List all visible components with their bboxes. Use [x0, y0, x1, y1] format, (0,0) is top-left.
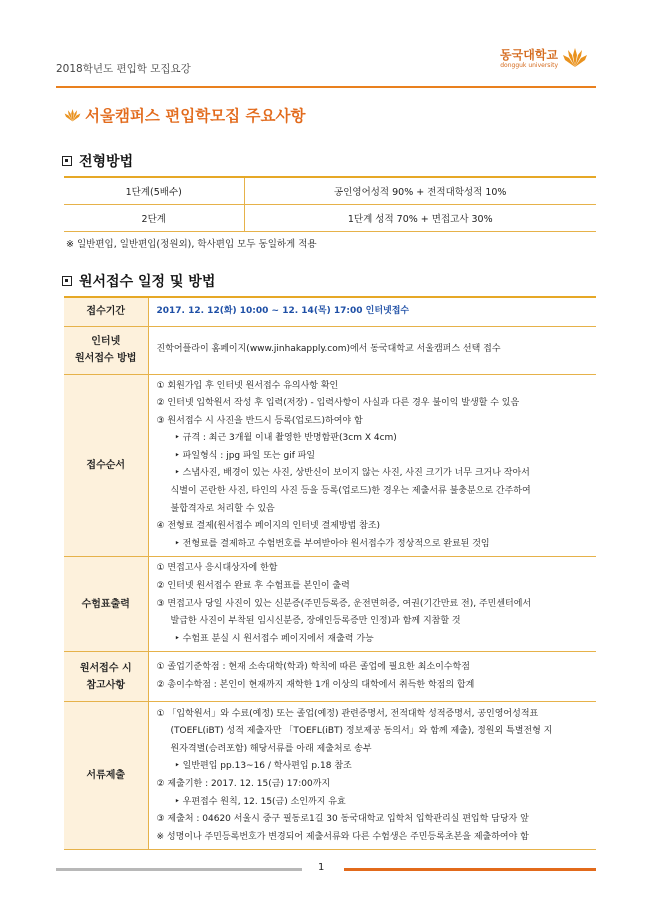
table-row: [64, 326, 596, 374]
detail-cell: 공인영어성적 90% + 전적대학성적 10%: [244, 177, 596, 204]
detail-cell: 1단계 성적 70% + 면접고사 30%: [244, 204, 596, 231]
table-row: [64, 702, 596, 850]
square-bullet-icon: [62, 156, 72, 166]
logo-english: dongguk university: [500, 61, 558, 69]
period-label: 접수기간: [64, 297, 148, 326]
main-title-text: 서울캠퍼스 편입학모집 주요사항: [85, 107, 306, 125]
period-value: 2017. 12. 12(화) 10:00 ~ 12. 14(목) 17:00 인터넷접수: [148, 297, 596, 326]
page-header: [56, 47, 596, 83]
ref-value: ① 졸업기준학점 : 현재 소속대학(학과) 학칙에 따른 졸업에 필요한 최소이수학점 ② 총이수학점 : 본인이 현재까지 재학한 1개 이상의 대학에서 취득한 학점의 합계: [148, 652, 596, 702]
section-heading-application: 원서접수 일정 및 방법: [62, 271, 215, 291]
stage-cell: 2단계: [64, 204, 244, 231]
doc-title: 2018학년도 편입학 모집요강: [56, 63, 191, 75]
docs-value: ① 「입학원서」와 수료(예정) 또는 졸업(예정) 관련증명서, 전적대학 성적증명서, 공인영어성적표 (TOEFL(iBT) 성적 제출자만 「TOEFL(iBT) 정보제공 동의서」와 함께 제출), 정원외 특별전형 지 원자격별(승려포함) 해당서류를 아래 제출처로 송부 ‣ 일반편입 pp.13~16 / 학사편입 p.18 참조 ② 제출기한 : 2017. 12. 15(금) 17:00까지 ‣ 우편접수 원칙, 12. 15(금) 소인까지 유효 ③ 제출처 : 04620 서울시 중구 필동로1길 30 동국대학교 입학처 입학관리실 편입학 담당자 앞 ※ 성명이나 주민등록번호가 변경되어 제출서류와 다른 수험생은 주민등록초본을 제출하여야 함: [148, 702, 596, 850]
square-bullet-icon: [62, 276, 72, 286]
table-row: [64, 652, 596, 702]
docs-label: 서류제출: [64, 702, 148, 850]
header-rule: [56, 86, 596, 88]
lotus-icon: [64, 108, 81, 123]
page-number: 1: [318, 862, 325, 873]
selection-method-table: [64, 176, 596, 232]
selection-note: ※ 일반편입, 일반편입(정원외), 학사편입 모두 동일하게 적용: [66, 239, 317, 250]
ref-label: 원서접수 시 참고사항: [64, 652, 148, 702]
order-label: 접수순서: [64, 374, 148, 557]
table-row: [64, 374, 596, 557]
lotus-logo-icon: [562, 47, 588, 69]
table-row: [64, 204, 596, 231]
footer-rule-right: [344, 868, 596, 871]
table-row: [64, 557, 596, 652]
section-heading-selection: 전형방법: [62, 151, 133, 171]
table-row: [64, 297, 596, 326]
main-title: [64, 104, 305, 126]
method-value: 진학어플라이 홈페이지(www.jinhakapply.com)에서 동국대학교 서울캠퍼스 선택 접수: [148, 326, 596, 374]
university-logo: [500, 47, 588, 69]
table-row: [64, 177, 596, 204]
stage-cell: 1단계(5배수): [64, 177, 244, 204]
ticket-label: 수험표출력: [64, 557, 148, 652]
logo-korean: 동국대학교: [500, 47, 558, 62]
order-value: ① 회원가입 후 인터넷 원서접수 유의사항 확인 ② 인터넷 입학원서 작성 후 입력(저장) - 입력사항이 사실과 다른 경우 불이익 발생할 수 있음 ③ 원서접수 시 사진을 반드시 등록(업로드)하여야 함 ‣ 규격 : 최근 3개월 이내 촬영한 반명함판(3cm X 4cm) ‣ 파일형식 : jpg 파일 또는 gif 파일 ‣ 스냅사진, 배경이 있는 사진, 상반신이 보이지 않는 사진, 사진 크기가 너무 크거나 작아서 식별이 곤란한 사진, 타인의 사진 등을 등록(업로드)한 경우는 제출서류 불충분으로 간주하여 불합격자로 처리할 수 있음 ④ 전형료 결제(원서접수 페이지의 인터넷 결제방법 참조) ‣ 전형료를 결제하고 수험번호를 부여받아야 원서접수가 정상적으로 완료된 것임: [148, 374, 596, 557]
application-table: [64, 296, 596, 850]
method-label: 인터넷 원서접수 방법: [64, 326, 148, 374]
footer-rule-left: [56, 868, 302, 871]
ticket-value: ① 면접고사 응시대상자에 한함 ② 인터넷 원서접수 완료 후 수험표를 본인이 출력 ③ 면접고사 당일 사진이 있는 신분증(주민등록증, 운전면허증, 여권(기간만료 전), 주민센터에서 발급한 사진이 부착된 임시신분증, 장애인등록증만 인정)과 함께 지참할 것 ‣ 수험표 분실 시 원서접수 페이지에서 재출력 가능: [148, 557, 596, 652]
